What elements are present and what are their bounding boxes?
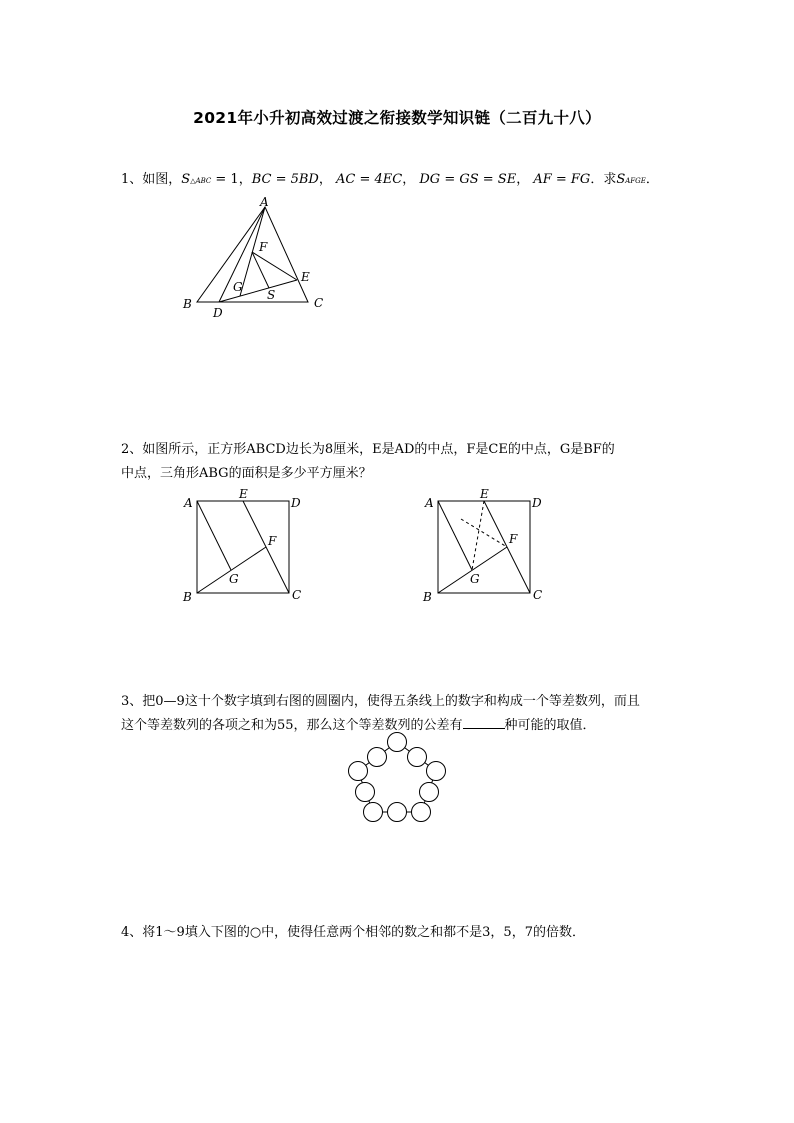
circle-9: [349, 762, 368, 781]
label-f: F: [268, 534, 277, 548]
label-c: C: [533, 588, 543, 602]
square-figure-left: [175, 485, 315, 610]
triangle-figure: [175, 195, 335, 325]
triangle-abc: [197, 207, 308, 302]
label-b: B: [423, 590, 432, 604]
label-e: E: [301, 270, 310, 284]
question-4-text: 4、将1～9填入下图的○中，使得任意两个相邻的数之和都不是3，5，7的倍数．: [121, 925, 585, 940]
circle-4: [420, 783, 439, 802]
label-a: A: [184, 496, 193, 510]
label-f: F: [509, 532, 518, 546]
circle-8: [356, 783, 375, 802]
question-3-text: 3、把0—9这十个数字填到右图的圆圈内，使得五条线上的数字和构成一个等差数列，而且 这个等差数列的各项之和为55，那么这个等差数列的公差有 种可能的取值．: [121, 694, 640, 733]
square-figure-right: [418, 485, 558, 610]
circle-2: [408, 748, 427, 767]
label-c: C: [292, 588, 302, 602]
pentagon-circles-figure: [340, 728, 455, 828]
question-1-text: 1、如图，S△ABC = 1，BC = 5BD， AC = 4EC， DG = GS = SE， AF = FG．求SAFGE．: [121, 172, 659, 187]
square-abcd: [438, 501, 530, 593]
answer-blank: [463, 714, 505, 729]
circle-6: [388, 803, 407, 822]
label-g: G: [233, 280, 243, 294]
line-ag: [197, 501, 231, 570]
dashed-line-eg: [472, 501, 484, 570]
label-g: G: [470, 572, 480, 586]
label-e: E: [239, 487, 248, 501]
line-bf: [438, 547, 507, 593]
circle-5: [412, 803, 431, 822]
page-title: 2021年小升初高效过渡之衔接数学知识链（二百九十八）: [193, 109, 601, 127]
circle-1: [388, 733, 407, 752]
circle-7: [364, 803, 383, 822]
label-c: C: [314, 296, 324, 310]
label-s: S: [267, 288, 276, 302]
circle-3: [427, 762, 446, 781]
line-ag: [438, 501, 472, 570]
label-d: D: [291, 496, 301, 510]
label-a: A: [260, 195, 269, 209]
label-e: E: [480, 487, 489, 501]
circle-10: [368, 748, 387, 767]
label-f: F: [259, 240, 268, 254]
label-b: B: [183, 590, 192, 604]
label-b: B: [183, 297, 192, 311]
line-bf: [197, 547, 266, 593]
label-g: G: [229, 572, 239, 586]
label-a: A: [425, 496, 434, 510]
label-d: D: [532, 496, 542, 510]
question-2-text: 2、如图所示，正方形ABCD边长为8厘米，E是AD的中点，F是CE的中点，G是BF的 中点，三角形ABG的面积是多少平方厘米？: [121, 442, 615, 481]
line-de: [219, 280, 297, 302]
label-d: D: [213, 306, 223, 320]
